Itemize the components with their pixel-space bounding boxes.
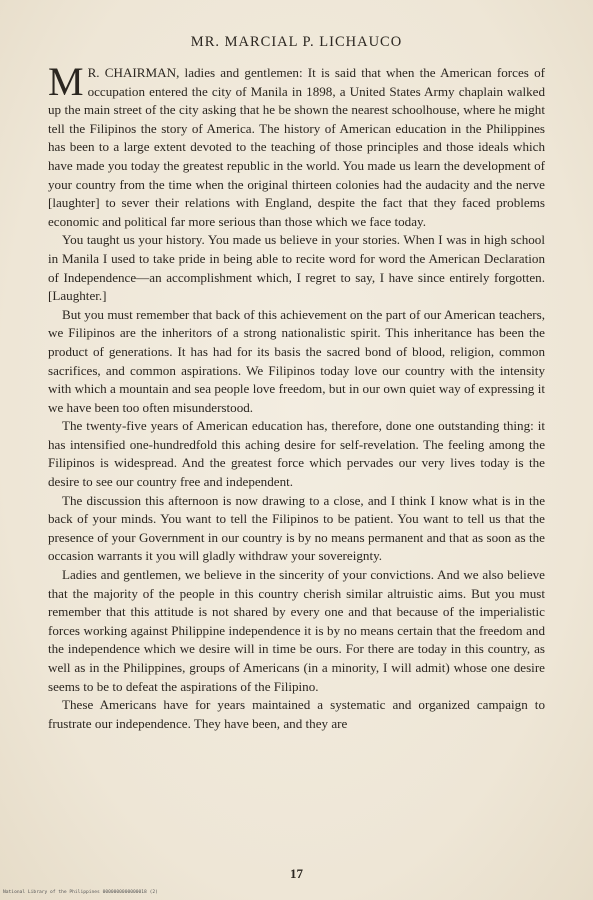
paragraph-3: But you must remember that back of this achievement on the part of our American teachers, we Filipinos are the inheritors of a strong nationalistic spirit. This inheritance has been the product of generations. It has had for its basis the sacred bond of blood, religion, common sacrifices, and common aspirations. We Filipinos today love our country with the intensity with which a mountain and sea people love freedom, but in our own quiet way of expressing it we have been too often misunderstood. bbox=[48, 306, 545, 415]
paragraph-4: The twenty-five years of American education has, therefore, done one outstanding thing: it has intensified one-hundredfold this aching desire for self-revelation. The feeling among the Filipinos is widespread. And the greatest force which pervades our very lives today is the desire to see our country free and independent. bbox=[48, 418, 545, 490]
paragraph-6: Ladies and gentlemen, we believe in the sincerity of your convictions. And we also believe that the majority of the people in this country cherish similar altruistic aims. But you must remember that this attitude is not shared by every one and that because of the imperialistic forces working against Philippine independence it is by no means certain that the freedom and the independence which we desire will in time be ours. For there are today in this country, as well as in the Philippines, groups of Americans (in a minority, I will admit) whose one desire seems to be to defeat the aspirations of the Filipino. bbox=[48, 567, 545, 694]
page-number: 17 bbox=[290, 866, 303, 881]
paragraph-1-text: R. CHAIRMAN, ladies and gentlemen: It is said that when the American forces of occupation entered the city of Manila in 1898, a United States Army chaplain walked up the main street of the city asking that he be shown the nearest schoolhouse, where he might tell the Filipinos the story of America. The history of American education in the Philippines has been to a large extent devoted to the teaching of those principles and those ideals which have made you today the greatest republic in the world. You made us learn the development of your country from the time when the original thirteen colonies had the audacity and the nerve [laughter] to sever their relations with England, despite the fact that they faced problems economic and political far more serious than those which we face today. bbox=[48, 65, 545, 229]
paragraph-5: The discussion this afternoon is now drawing to a close, and I think I know what is in the back of your minds. You want to tell the Filipinos to be patient. You want to tell us that the presence of your Government in our country is by no means permanent and that as soon as the occasion warrants it you will gladly withdraw your sovereignty. bbox=[48, 492, 545, 564]
drop-cap: M bbox=[48, 59, 84, 104]
speaker-heading: MR. MARCIAL P. LICHAUCO bbox=[190, 34, 403, 50]
paragraph-1 bbox=[48, 59, 545, 231]
paragraph-7: These Americans have for years maintained a systematic and organized campaign to frustrate our independence. They have been, and they are bbox=[48, 697, 545, 731]
paragraph-2: You taught us your history. You made us believe in your stories. When I was in high school in Manila I used to take pride in being able to recite word for word the American Declaration of Independence—an accomplishment which, I regret to say, I have since entirely forgotten. [Laughter.] bbox=[48, 232, 545, 304]
scan-footer: National Library of the Philippines 0000000000000018 (2) bbox=[3, 890, 158, 895]
speech-body bbox=[48, 59, 545, 733]
